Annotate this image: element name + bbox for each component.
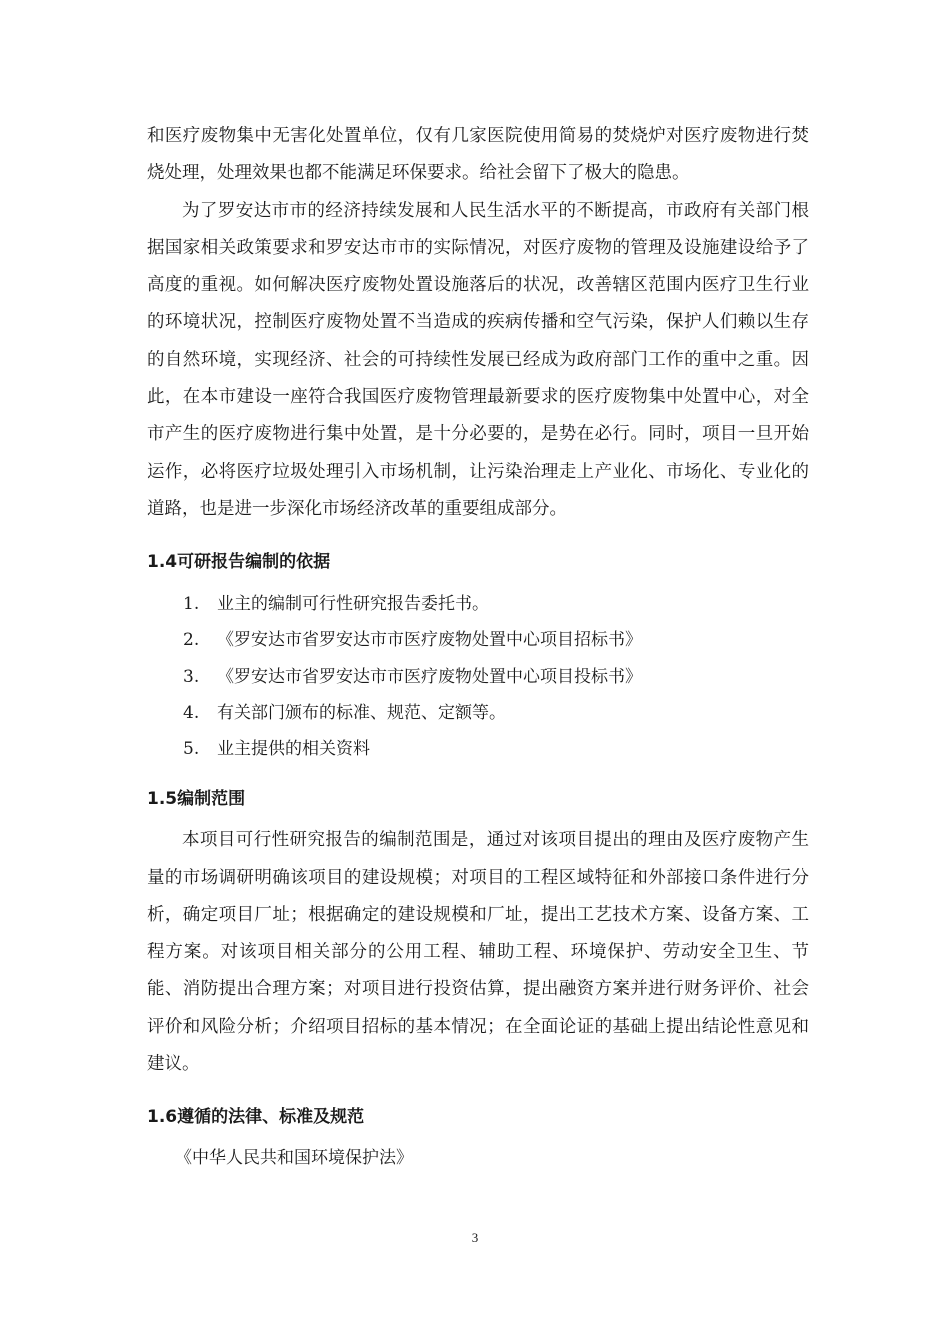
continued-paragraph: 和医疗废物集中无害化处置单位，仅有几家医院使用简易的焚烧炉对医疗废物进行焚烧处理，处理效果也都不能满足环保要求。给社会留下了极大的隐患。: [147, 126, 809, 184]
list-item: [147, 586, 809, 622]
list-item-number: 5.: [183, 739, 200, 760]
section-heading-1-5: 1.5编制范围: [147, 789, 246, 810]
list-item-number: 2.: [183, 630, 200, 651]
page-number: 3: [471, 1230, 479, 1245]
list-item-text: 《罗安达市省罗安达市市医疗废物处置中心项目招标书》: [217, 630, 642, 651]
list-item: [147, 695, 809, 731]
list-item-number: 1.: [183, 594, 200, 615]
list-item: [147, 731, 809, 767]
section-heading-1-4: 1.4可研报告编制的依据: [147, 552, 331, 573]
list-item-number: 4.: [183, 702, 200, 723]
list-item-number: 3.: [183, 666, 200, 687]
list-item: [147, 622, 809, 658]
list-item-text: 《罗安达市省罗安达市市医疗废物处置中心项目投标书》: [217, 666, 642, 687]
list-item-text: 业主的编制可行性研究报告委托书。: [217, 594, 489, 615]
section-heading-1-6: 1.6遵循的法律、标准及规范: [147, 1107, 365, 1128]
law-item: 《中华人民共和国环境保护法》: [175, 1148, 413, 1169]
list-item-text: 有关部门颁布的标准、规范、定额等。: [217, 702, 506, 723]
basis-list: [147, 586, 809, 767]
page-content: [147, 118, 809, 1175]
scope-paragraph: 本项目可行性研究报告的编制范围是，通过对该项目提出的理由及医疗废物产生量的市场调研明确该项目的建设规模；对项目的工程区域特征和外部接口条件进行分析，确定项目厂址；根据确定的建设规模和厂址，提出工艺技术方案、设备方案、工程方案。对该项目相关部分的公用工程、辅助工程、环境保护、劳动安全卫生、节能、消防提出合理方案；对项目进行投资估算，提出融资方案并进行财务评价、社会评价和风险分析；介绍项目招标的基本情况；在全面论证的基础上提出结论性意见和建议。: [147, 830, 809, 1075]
list-item-text: 业主提供的相关资料: [217, 739, 370, 760]
background-paragraph: 为了罗安达市市的经济持续发展和人民生活水平的不断提高，市政府有关部门根据国家相关政策要求和罗安达市市的实际情况，对医疗废物的管理及设施建设给予了高度的重视。如何解决医疗废物处置设施落后的状况，改善辖区范围内医疗卫生行业的环境状况，控制医疗废物处置不当造成的疾病传播和空气污染，保护人们赖以生存的自然环境，实现经济、社会的可持续性发展已经成为政府部门工作的重中之重。因此，在本市建设一座符合我国医疗废物管理最新要求的医疗废物集中处置中心，对全市产生的医疗废物进行集中处置，是十分必要的，是势在必行。同时，项目一旦开始运作，必将医疗垃圾处理引入市场机制，让污染治理走上产业化、市场化、专业化的道路，也是进一步深化市场经济改革的重要组成部分。: [147, 200, 809, 519]
list-item: [147, 659, 809, 695]
